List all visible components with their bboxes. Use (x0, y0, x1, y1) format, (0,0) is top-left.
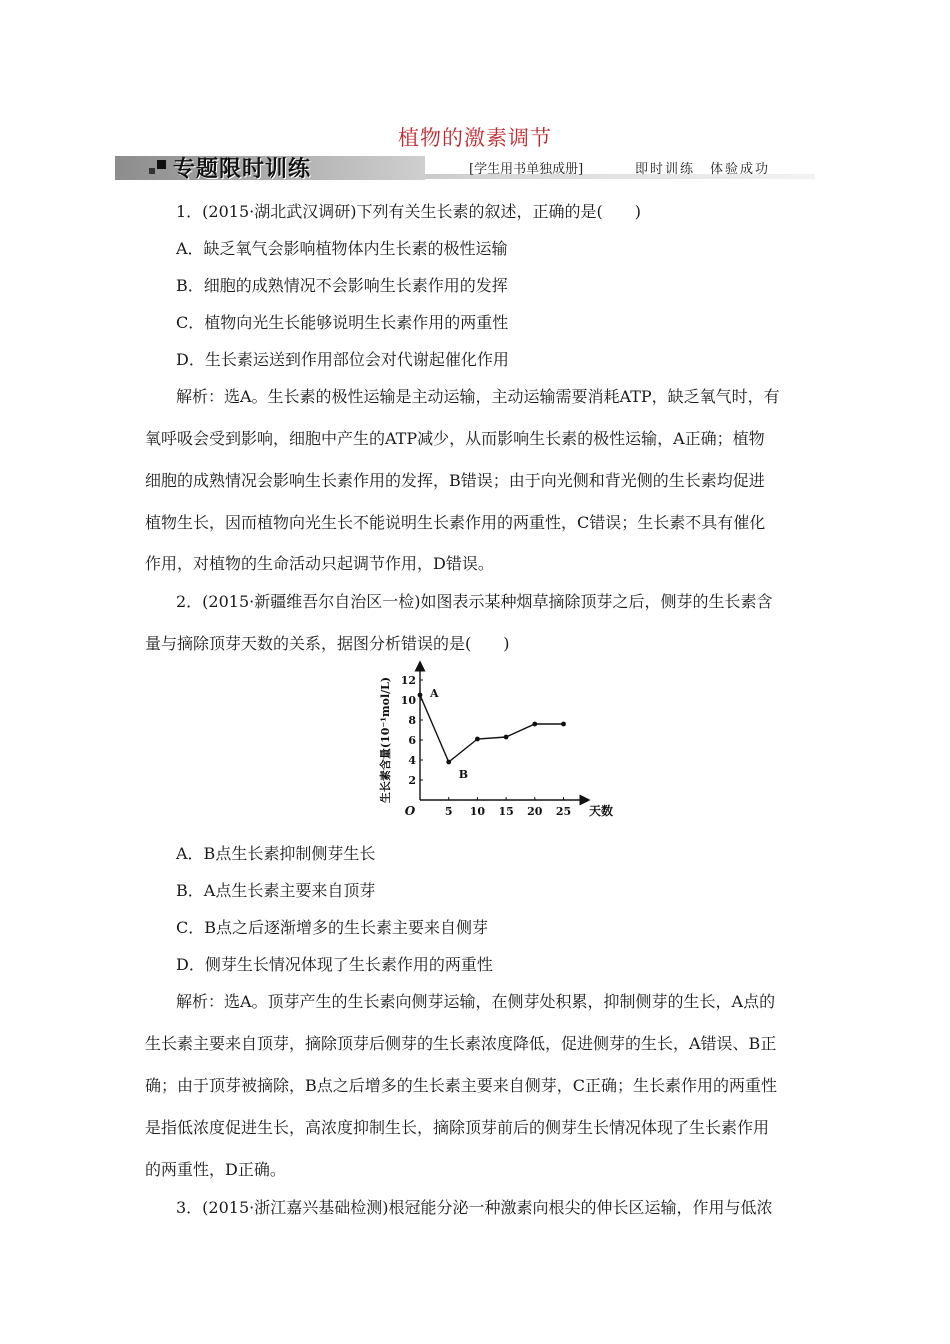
page-title: 植物的激素调节 (398, 126, 552, 150)
question-2-analysis-line: 确；由于顶芽被摘除，B点之后增多的生长素主要来自侧芽，C正确；生长素作用的两重性 (145, 1076, 778, 1095)
question-1-option-a: A．缺乏氧气会影响植物体内生长素的极性运输 (176, 239, 508, 258)
origin-label: O (404, 804, 416, 818)
x-tick-label: 25 (555, 805, 572, 818)
question-2-stem: 量与摘除顶芽天数的关系，据图分析错误的是( ) (145, 634, 510, 653)
banner-square-icon (157, 160, 166, 169)
x-tick-label: 5 (444, 805, 453, 818)
y-tick-label: 6 (408, 734, 416, 747)
y-tick-label: 10 (400, 694, 416, 707)
x-axis-label: 天数 (589, 804, 614, 818)
data-point (475, 737, 480, 742)
question-2-stem: 2．(2015·新疆维吾尔自治区一检)如图表示某种烟草摘除顶芽之后，侧芽的生长素含 (176, 592, 773, 611)
y-tick-label: 4 (408, 754, 416, 767)
x-tick-label: 15 (498, 805, 514, 818)
banner-label: 专题限时训练 (173, 157, 312, 182)
question-2-option-c: C．B点之后逐渐增多的生长素主要来自侧芽 (176, 918, 489, 937)
x-tick-label: 20 (527, 805, 543, 818)
y-tick-label: 8 (408, 714, 416, 727)
question-1-stem: 1．(2015·湖北武汉调研)下列有关生长素的叙述，正确的是( ) (176, 202, 641, 221)
banner-square-small-icon (149, 168, 155, 174)
question-2-analysis-line: 生长素主要来自顶芽，摘除顶芽后侧芽的生长素浓度降低，促进侧芽的生长，A错误、B正 (145, 1034, 777, 1053)
section-banner (115, 152, 815, 182)
question-1-analysis-line: 细胞的成熟情况会影响生长素作用的发挥，B错误；由于向光侧和背光侧的生长素均促进 (145, 471, 765, 490)
data-point (446, 760, 451, 765)
y-tick-label: 12 (400, 674, 416, 687)
question-2-option-a: A．B点生长素抑制侧芽生长 (176, 844, 376, 863)
data-line (420, 695, 564, 762)
question-1-analysis-line: 植物生长，因而植物向光生长不能说明生长素作用的两重性，C错误；生长素不具有催化 (145, 513, 766, 532)
question-1-option-b: B．细胞的成熟情况不会影响生长素作用的发挥 (176, 276, 508, 295)
question-2-analysis-line: 是指低浓度促进生长，高浓度抑制生长，摘除顶芽前后的侧芽生长情况体现了生长素作用 (145, 1118, 770, 1137)
auxin-chart (375, 660, 615, 825)
banner-note: [学生用书单独成册] (469, 162, 584, 177)
question-2-analysis-line: 的两重性，D正确。 (145, 1160, 286, 1179)
question-2-option-b: B．A点生长素主要来自顶芽 (176, 881, 376, 900)
question-3-stem: 3．(2015·浙江嘉兴基础检测)根冠能分泌一种激素向根尖的伸长区运输，作用与低浓 (176, 1198, 773, 1217)
question-2-option-d: D．侧芽生长情况体现了生长素作用的两重性 (176, 955, 493, 974)
question-1-analysis-line: 解析：选A。生长素的极性运输是主动运输，主动运输需要消耗ATP，缺乏氧气时，有 (176, 387, 780, 406)
question-1-analysis-line: 氧呼吸会受到影响，细胞中产生的ATP减少，从而影响生长素的极性运输，A正确；植物 (145, 429, 765, 448)
point-label-a: A (430, 687, 439, 700)
banner-right-text: 即时训练 体验成功 (635, 162, 771, 177)
point-label-b: B (458, 768, 469, 781)
question-2-analysis-line: 解析：选A。顶芽产生的生长素向侧芽运输，在侧芽处积累，抑制侧芽的生长，A点的 (176, 992, 776, 1011)
data-point (532, 722, 537, 727)
data-point (561, 722, 566, 727)
question-1-analysis-line: 作用，对植物的生命活动只起调节作用，D错误。 (145, 554, 494, 573)
data-point (418, 693, 423, 698)
y-tick-label: 2 (408, 774, 416, 787)
question-1-option-d: D．生长素运送到作用部位会对代谢起催化作用 (176, 350, 509, 369)
x-tick-label: 10 (469, 805, 486, 818)
data-point (504, 735, 509, 740)
y-axis-label: 生长素含量(10⁻¹mol/L) (379, 676, 392, 804)
question-1-option-c: C．植物向光生长能够说明生长素作用的两重性 (176, 313, 509, 332)
